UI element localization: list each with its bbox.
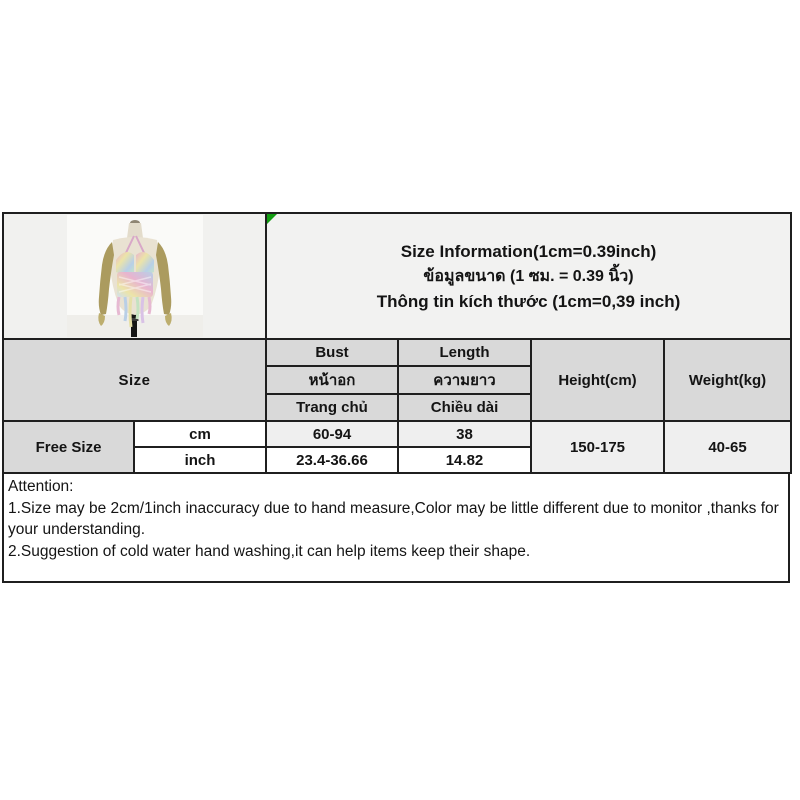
- bust-header-th: หน้าอก: [266, 366, 398, 394]
- title-english: Size Information(1cm=0.39inch): [400, 241, 657, 261]
- weight-header: Weight(kg): [664, 339, 791, 421]
- attention-item-1: 1.Size may be 2cm/1inch inaccuracy due to hand measure,Color may be little different due to monitor ,thanks for your understanding.: [8, 499, 779, 538]
- length-header-en: Length: [398, 339, 531, 366]
- bust-header-en: Bust: [266, 339, 398, 366]
- length-cm-value: 38: [398, 421, 531, 447]
- product-photo-cell: [3, 213, 266, 339]
- attention-note: [2, 472, 790, 583]
- bust-inch-value: 23.4-36.66: [266, 447, 398, 473]
- weight-value: 40-65: [664, 421, 791, 473]
- product-image: [67, 215, 203, 337]
- height-header: Height(cm): [531, 339, 664, 421]
- unit-inch-cell: inch: [134, 447, 266, 473]
- title-thai: ข้อมูลขนาด (1 ซม. = 0.39 นิ้ว): [423, 267, 634, 285]
- length-header-vi: Chiều dài: [398, 394, 531, 421]
- mannequin-halter-top-illustration: [67, 215, 203, 337]
- table-row-cm: [3, 421, 791, 447]
- free-size-cell: Free Size: [3, 421, 134, 473]
- unit-cm-cell: cm: [134, 421, 266, 447]
- attention-heading: Attention:: [8, 478, 74, 495]
- length-header-th: ความยาว: [398, 366, 531, 394]
- bust-cm-value: 60-94: [266, 421, 398, 447]
- bust-header-vi: Trang chủ: [266, 394, 398, 421]
- green-corner-marker-icon: [267, 214, 277, 224]
- title-vietnamese: Thông tin kích thước (1cm=0,39 inch): [376, 291, 681, 311]
- attention-item-2: 2.Suggestion of cold water hand washing,it can help items keep their shape.: [8, 542, 531, 560]
- height-value: 150-175: [531, 421, 664, 473]
- size-chart-table: [2, 212, 792, 474]
- size-info-title-cell: [266, 213, 791, 339]
- length-inch-value: 14.82: [398, 447, 531, 473]
- size-info-sheet: [2, 212, 790, 583]
- size-header-cell: Size: [3, 339, 266, 421]
